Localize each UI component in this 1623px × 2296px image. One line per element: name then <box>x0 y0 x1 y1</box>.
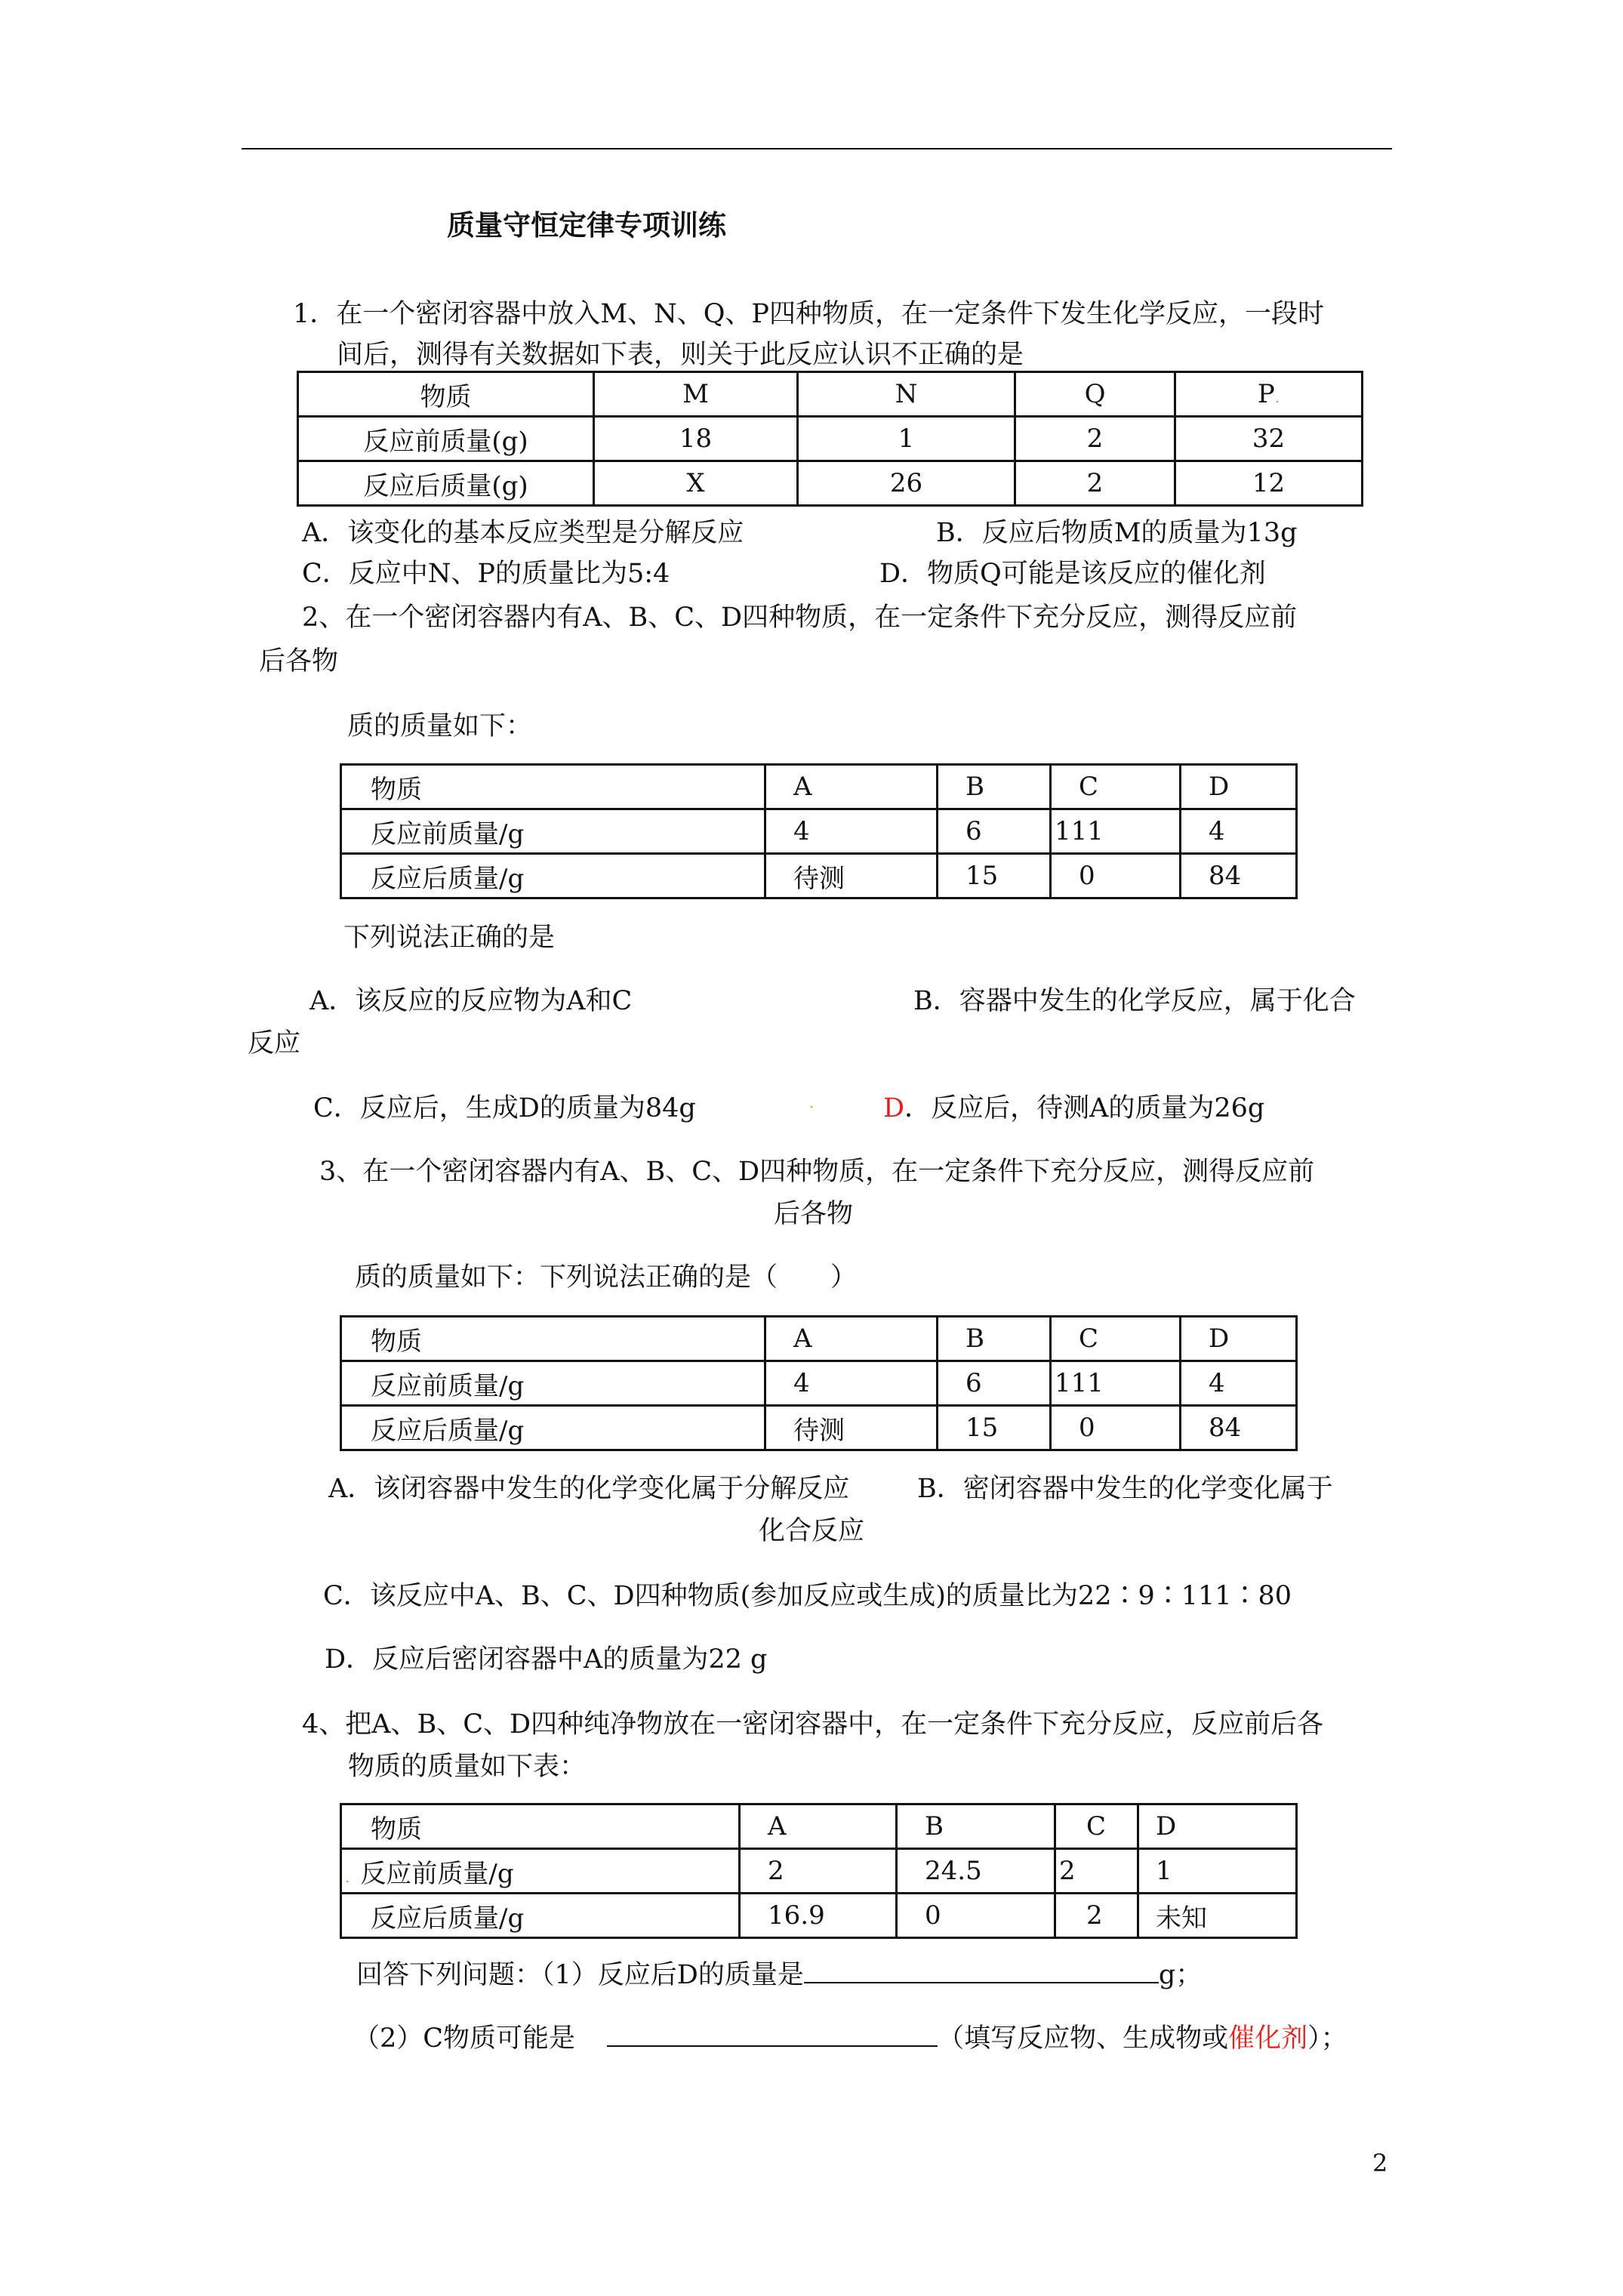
table-cell: C <box>1055 1804 1138 1849</box>
q4-sub2-prefix: （2）C物质可能是 <box>353 2023 576 2054</box>
q1-option-d: D．物质Q可能是该反应的催化剂 <box>879 559 1266 589</box>
table-cell: B <box>938 1317 1051 1361</box>
q3-option-d: D．反应后密闭容器中A的质量为22 g <box>325 1644 768 1675</box>
table-cell: 反应后质量(g) <box>298 461 594 506</box>
table-cell: 111 <box>1051 809 1181 854</box>
table-row <box>341 1361 1297 1406</box>
table-cell: 4 <box>765 809 938 854</box>
q1-stem-line2: 间后，测得有关数据如下表，则关于此反应认识不正确的是 <box>337 340 1024 370</box>
yellow-dot-icon: . <box>1274 388 1280 406</box>
table-row <box>341 854 1297 898</box>
table-cell: 0 <box>897 1894 1055 1938</box>
table-cell: B <box>938 765 1051 809</box>
table-row <box>298 372 1363 417</box>
table-cell: 4 <box>1181 809 1297 854</box>
q2-option-b-line1: B．容器中发生的化学反应，属于化合 <box>913 986 1356 1016</box>
table-cell: 1 <box>1138 1849 1297 1894</box>
q4-sub1-suffix: g； <box>1158 1960 1203 1990</box>
table-cell: 84 <box>1181 1406 1297 1450</box>
table-row <box>298 417 1363 461</box>
table-cell: 6 <box>938 809 1051 854</box>
table-cell: 15 <box>938 1406 1051 1450</box>
q4-sub1-prefix: 回答下列问题：（1）反应后D的质量是 <box>356 1960 804 1990</box>
q2-option-b-line2: 反应 <box>248 1028 301 1059</box>
q3-data-table <box>340 1315 1298 1451</box>
table-cell: A <box>765 1317 938 1361</box>
q4-sub1 <box>356 1954 1202 1992</box>
table-cell: X <box>594 461 798 506</box>
table-cell: 24.5 <box>897 1849 1055 1894</box>
table-row <box>341 1894 1297 1938</box>
yellow-dot-icon: . <box>345 1867 350 1886</box>
table-cell: D <box>1181 1317 1297 1361</box>
q1-option-b: B．反应后物质M的质量为13g <box>936 518 1298 548</box>
q2-option-d <box>883 1087 1264 1125</box>
page-number: 2 <box>1372 2149 1388 2177</box>
table-row <box>341 809 1297 854</box>
table-cell: 32 <box>1175 417 1363 461</box>
q1-option-c: C．反应中N、P的质量比为5:4 <box>302 559 670 589</box>
q3-option-b-line1: B．密闭容器中发生的化学变化属于 <box>917 1474 1333 1504</box>
q1-data-table <box>297 371 1363 507</box>
table-cell: 反应后质量/g <box>341 1894 740 1938</box>
table-cell: 0 <box>1051 1406 1181 1450</box>
q3-option-b-line2: 化合反应 <box>759 1516 865 1546</box>
table-cell: 待测 <box>765 1406 938 1450</box>
q2-option-c: C．反应后，生成D的质量为84g <box>313 1093 696 1123</box>
table-cell: 2 <box>1055 1894 1138 1938</box>
q2-data-table <box>340 763 1298 899</box>
q4-data-table <box>340 1803 1298 1939</box>
table-cell: 12 <box>1175 461 1363 506</box>
q2-stem-line3: 质的质量如下： <box>347 711 533 741</box>
q1-stem-line1: 1．在一个密闭容器中放入M、N、Q、P四种物质，在一定条件下发生化学反应，一段时 <box>293 299 1324 329</box>
q3-stem-line2: 后各物 <box>774 1199 854 1229</box>
answer-blank-d-mass[interactable] <box>804 1959 1159 1983</box>
table-cell: 26 <box>798 461 1015 506</box>
table-row <box>341 765 1297 809</box>
q4-sub2-red: 催化剂 <box>1228 2023 1308 2054</box>
header-rule <box>242 148 1392 149</box>
table-cell: 物质 <box>341 1317 765 1361</box>
table-cell: 2 <box>1055 1849 1138 1894</box>
table-cell <box>341 1849 740 1894</box>
table-cell: A <box>765 765 938 809</box>
table-cell: 物质 <box>341 1804 740 1849</box>
q2-option-d-letter: D <box>883 1093 905 1123</box>
table-row <box>341 1849 1297 1894</box>
q2-option-d-text: ．反应后，待测A的质量为26g <box>904 1093 1265 1123</box>
q4-sub2-mid: （填写反应物、生成物或 <box>938 2023 1229 2054</box>
table-cell: 物质 <box>298 372 594 417</box>
table-cell: B <box>897 1804 1055 1849</box>
table-cell: N <box>798 372 1015 417</box>
table-cell: 2 <box>1015 417 1175 461</box>
table-cell: 未知 <box>1138 1894 1297 1938</box>
q2-prompt: 下列说法正确的是 <box>343 923 556 953</box>
table-cell: M <box>594 372 798 417</box>
table-cell: Q <box>1015 372 1175 417</box>
table-cell: 反应后质量/g <box>341 1406 765 1450</box>
q2-stem-line2: 后各物 <box>259 646 339 676</box>
yellow-dot-icon: . <box>809 1093 815 1111</box>
table-cell <box>1175 372 1363 417</box>
table-cell: 反应前质量(g) <box>298 417 594 461</box>
table-row <box>341 1804 1297 1849</box>
table-row <box>298 461 1363 506</box>
table-cell: D <box>1138 1804 1297 1849</box>
answer-blank-c-role[interactable] <box>607 2023 938 2047</box>
q2-option-a: A．该反应的反应物为A和C <box>310 986 633 1016</box>
table-cell: 1 <box>798 417 1015 461</box>
table-cell: C <box>1051 1317 1181 1361</box>
q2-stem-line1: 2、在一个密闭容器内有A、B、C、D四种物质，在一定条件下充分反应，测得反应前 <box>302 603 1298 633</box>
table-row <box>341 1406 1297 1450</box>
table-cell: D <box>1181 765 1297 809</box>
table-cell-text: P <box>1257 379 1275 409</box>
table-cell: 反应前质量/g <box>341 809 765 854</box>
table-cell: 84 <box>1181 854 1297 898</box>
table-cell: 18 <box>594 417 798 461</box>
q3-option-a: A．该闭容器中发生的化学变化属于分解反应 <box>328 1474 850 1504</box>
table-cell: 物质 <box>341 765 765 809</box>
q4-stem-line1: 4、把A、B、C、D四种纯净物放在一密闭容器中，在一定条件下充分反应，反应前后各 <box>302 1709 1324 1740</box>
q4-sub2 <box>353 2017 1347 2055</box>
table-cell: 16.9 <box>740 1894 897 1938</box>
table-cell-text: 反应前质量/g <box>360 1858 514 1889</box>
q4-stem-line2: 物质的质量如下表： <box>348 1752 587 1782</box>
table-cell: 反应后质量/g <box>341 854 765 898</box>
q3-stem-line3: 质的质量如下：下列说法正确的是（ ） <box>355 1262 858 1293</box>
q3-option-c: C．该反应中A、B、C、D四种物质(参加反应或生成)的质量比为22∶9∶111∶80 <box>323 1581 1292 1611</box>
table-cell: 15 <box>938 854 1051 898</box>
page-title: 质量守恒定律专项训练 <box>447 208 726 242</box>
table-cell: C <box>1051 765 1181 809</box>
table-cell: 2 <box>1015 461 1175 506</box>
q1-option-a: A．该变化的基本反应类型是分解反应 <box>302 518 744 548</box>
table-cell: 0 <box>1051 854 1181 898</box>
q3-stem-line1: 3、在一个密闭容器内有A、B、C、D四种物质，在一定条件下充分反应，测得反应前 <box>319 1157 1315 1187</box>
table-cell: A <box>740 1804 897 1849</box>
table-cell: 2 <box>740 1849 897 1894</box>
table-cell: 6 <box>938 1361 1051 1406</box>
table-cell: 4 <box>1181 1361 1297 1406</box>
table-row <box>341 1317 1297 1361</box>
table-cell: 待测 <box>765 854 938 898</box>
q4-sub2-suffix: ）； <box>1307 2023 1347 2054</box>
table-cell: 111 <box>1051 1361 1181 1406</box>
table-cell: 4 <box>765 1361 938 1406</box>
table-cell: 反应前质量/g <box>341 1361 765 1406</box>
